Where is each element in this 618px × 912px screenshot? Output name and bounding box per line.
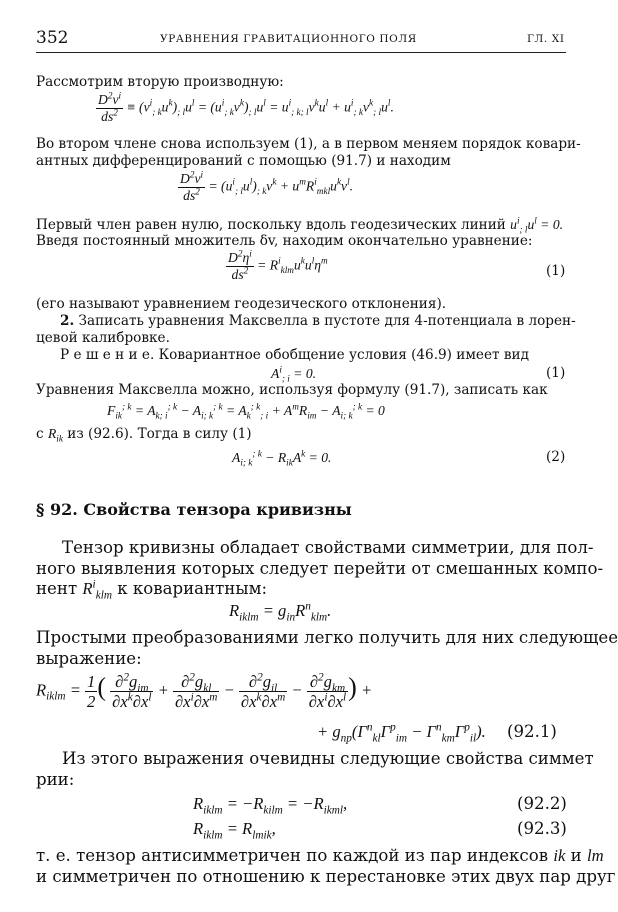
paragraph-line: и симметричен по отношению к перестановке этих двух пар друг [36,867,616,886]
paragraph-line: выражение: [36,649,142,668]
text-line: с $R_{ik}$ из (92.6). Тогда в силу (1) [36,426,252,444]
equation-tag: (92.1) [507,722,557,741]
equation-second-derivative-2: $\frac{D^2v^i}{ds^2}$ = $(u^i_{; l}u^l)_{; k}v^k + u^mR^i_{mkl}u^kv^l$. [180,169,354,203]
solution-line: Р е ш е н и е. Ковариантное обобщение условия (46.9) имеет вид [60,347,529,363]
paragraph-line: рии: [36,770,75,789]
equation-tag: (92.2) [517,794,567,813]
symmetry-equation-2: $R_{iklm} = R_{lmik}$, [193,819,276,842]
text-line: цевой калибровке. [36,330,170,346]
paragraph-line: т. е. тензор антисимметричен по каждой из пар индексов ik и lm [36,846,604,865]
text-line: Введя постоянный множитель δv, находим окончательно уравнение: [36,233,533,249]
text-line: (его называют уравнением геодезического отклонения). [36,296,447,312]
equation-tag: (1) [546,263,566,279]
paragraph-line: Простыми преобразованиями легко получить для них следующее [36,628,618,647]
maxwell-equation: $F_{ik}^{; k} = A_{k; i}^{; k} - A_{i; k}^{; k} = A_k^{; k}_{; i} + A^mR_{im} - A_{i; k}^{; k} = 0$ [107,401,385,421]
header-rule [36,52,566,53]
equation-tag: (1) [546,365,566,381]
geodesic-deviation-equation: $\frac{D^2\eta^i}{ds^2}$ = $R^i_{klm}u^ku^l\eta^m$ [228,248,328,282]
paragraph-line: нент $R^i_{klm}$ к ковариантным: [36,578,268,602]
lowered-index-equation: $R_{iklm} = g_{in}R^n_{klm}$. [229,600,332,624]
text-line: Первый член равен нулю, поскольку вдоль геодезических линий $u^i_{; l}u^l = 0$. [36,215,564,235]
text-line: Во втором члене снова используем (1), а в первом меняем порядок ковари- [36,136,581,152]
chapter-label: ГЛ. XI [527,33,565,45]
lorenz-condition: $A^i_{; i} = 0$. [271,364,317,384]
curvature-tensor-expression-cont: + $g_{np}(\Gamma^n_{kl}\Gamma^p_{im} - \Gamma^n_{km}\Gamma^p_{il})$. [317,721,486,745]
problem-statement: 2. Записать уравнения Максвелла в пустоте для 4-потенциала в лорен- [60,313,576,329]
equation-second-derivative: $\frac{D^2v^i}{ds^2}$ ≡ $(v^i_{; k}u^k)_{; l}u^l = (u^i_{; k}v^k)_{; l}u^l = u^i_{; k; l}v^ku^l + u^i_{; k}v^k_{; l}u^l$. [98,90,394,124]
maxwell-final-equation: $A_{i; k}^{; k} - R_{ik}A^k = 0$. [232,448,332,468]
symmetry-equation-1: $R_{iklm} = -R_{kilm} = -R_{ikml}$, [193,794,348,817]
paragraph-line: ного выявления которых следует перейти от смешанных компо- [36,559,604,578]
paragraph-line: Тензор кривизны обладает свойствами симметрии, для пол- [62,538,594,557]
section-heading: § 92. Свойства тензора кривизны [36,500,352,519]
equation-tag: (2) [546,449,566,465]
paragraph-line: Из этого выражения очевидны следующие свойства симмет [62,749,594,768]
page-number: 352 [36,28,69,48]
equation-tag: (92.3) [517,819,567,838]
text-line: Уравнения Максвелла можно, используя формулу (91.7), записать как [36,382,548,398]
text-line: антных дифференцирований с помощью (91.7) и находим [36,153,451,169]
curvature-tensor-expression: $R_{iklm}$ = $\frac{1}{2}$ ( $\frac{\partial^2g_{im}}{\partial x^k\partial x^l}$ + $\frac{\partial^2g_{kl}}{\partial x^i\partial x^m}$ − $\frac{\partial^2g_{il}}{\partial x^k\partial x^m}$ − $\frac{\partial^2g_{km}}{\partial x^i\partial x^l}$ ) + [36,671,373,712]
text-line: Рассмотрим вторую производную: [36,74,284,90]
running-title: УРАВНЕНИЯ ГРАВИТАЦИОННОГО ПОЛЯ [160,33,417,45]
